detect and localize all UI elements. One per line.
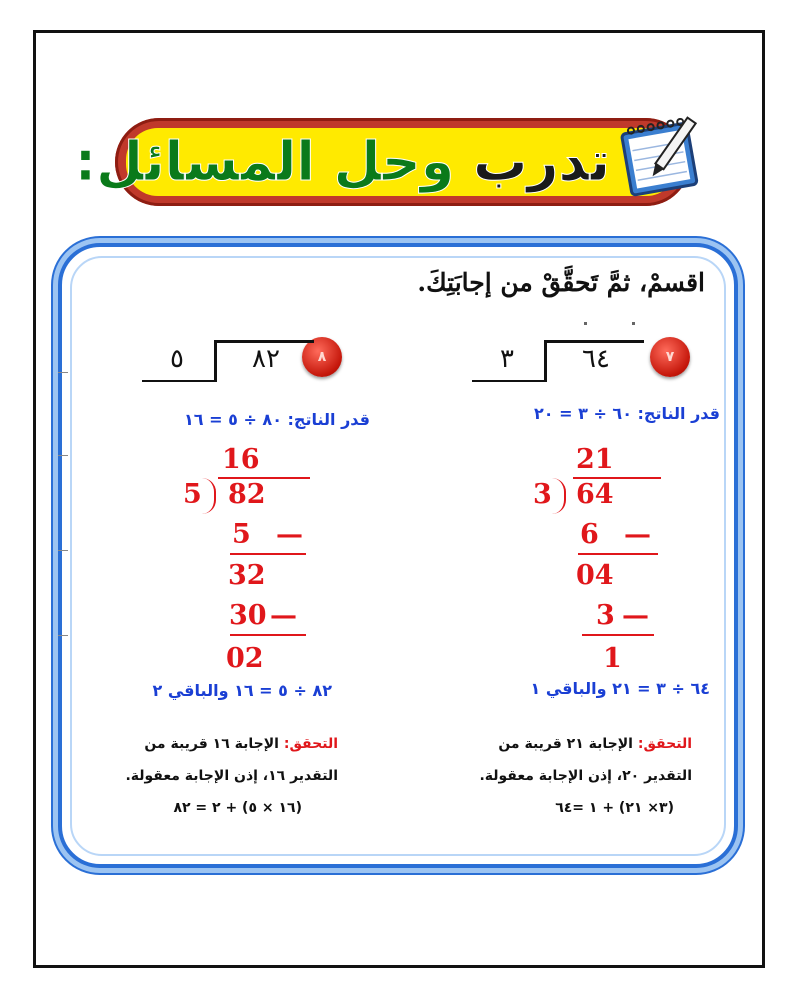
margin-mark bbox=[58, 372, 68, 373]
check-line-2: التقدير ٢٠، إذن الإجابة معقولة. bbox=[479, 768, 692, 784]
dividend: ٨٢ bbox=[252, 344, 280, 374]
sub-line-8b bbox=[230, 634, 306, 636]
minus-8a: — bbox=[276, 519, 303, 550]
divisor: ٣ bbox=[500, 344, 514, 374]
margin-mark bbox=[58, 455, 68, 456]
print-speck bbox=[632, 322, 635, 325]
divisor: ٥ bbox=[170, 344, 184, 374]
quotient-7: 21 bbox=[576, 444, 614, 475]
result-7: ٦٤ ÷ ٣ = ٢١ والباقي ١ bbox=[530, 679, 710, 698]
estimate-expression: ٦٠ ÷ ٣ = ٢٠ bbox=[534, 404, 632, 423]
margin-mark bbox=[58, 635, 68, 636]
division-bracket bbox=[544, 340, 547, 380]
quotient-8: 16 bbox=[222, 444, 260, 475]
division-underline bbox=[472, 380, 547, 382]
step2-8: 32 bbox=[228, 560, 266, 591]
estimate-label: قدر الناتج: bbox=[637, 404, 720, 423]
check-label: التحقق: bbox=[637, 736, 692, 752]
work-divisor-7: 3 bbox=[533, 479, 552, 510]
work-dividend-8: 82 bbox=[228, 479, 266, 510]
check-line-2: التقدير ١٦، إذن الإجابة معقولة. bbox=[125, 768, 338, 784]
print-speck bbox=[584, 322, 587, 325]
sub-line-7a bbox=[578, 553, 658, 555]
result-8: ٨٢ ÷ ٥ = ١٦ والباقي ٢ bbox=[152, 681, 332, 700]
step1-8: 5 bbox=[232, 519, 251, 550]
page-title bbox=[74, 124, 610, 200]
minus-7b: — bbox=[622, 600, 649, 631]
division-bar bbox=[214, 340, 314, 343]
margin-mark bbox=[58, 550, 68, 551]
work-dividend-7: 64 bbox=[576, 479, 614, 510]
problem-badge-8: ٨ bbox=[302, 337, 342, 377]
check-line-3: (١٦ × ٥) + ٢ = ٨٢ bbox=[173, 800, 302, 816]
division-bracket bbox=[214, 340, 217, 380]
check-line-3: (٣× ٢١) + ١ =٦٤ bbox=[555, 800, 674, 816]
step3-7: 3 bbox=[596, 600, 615, 631]
remainder-7: 1 bbox=[603, 643, 622, 674]
title-word-1: تدرب bbox=[473, 130, 610, 193]
check-7 bbox=[479, 728, 692, 824]
instruction-text: اقسمْ، ثمَّ تَحقَّقْ من إجابَتِكَ. bbox=[417, 268, 705, 297]
estimate-expression: ٨٠ ÷ ٥ = ١٦ bbox=[184, 410, 282, 429]
remainder-8: 02 bbox=[226, 643, 264, 674]
estimate-8 bbox=[184, 410, 370, 429]
step3-8: 30 bbox=[229, 600, 267, 631]
division-bar bbox=[544, 340, 644, 343]
problem-7-division bbox=[472, 340, 647, 384]
problem-8-division bbox=[142, 340, 317, 384]
step1-7: 6 bbox=[580, 519, 599, 550]
sub-line-7b bbox=[582, 634, 654, 636]
minus-7a: — bbox=[624, 519, 651, 550]
check-label: التحقق: bbox=[283, 736, 338, 752]
estimate-label: قدر الناتج: bbox=[287, 410, 370, 429]
title-word-2: وحل المسائل: bbox=[74, 130, 455, 193]
dividend: ٦٤ bbox=[582, 344, 610, 374]
check-line-1: الإجابة ١٦ قريبة من bbox=[144, 736, 279, 752]
sub-line-8a bbox=[230, 553, 306, 555]
work-divisor-8: 5 bbox=[183, 479, 202, 510]
division-underline bbox=[142, 380, 217, 382]
step2-7: 04 bbox=[576, 560, 614, 591]
notebook-pencil-icon bbox=[612, 112, 708, 202]
check-8 bbox=[125, 728, 338, 824]
problem-badge-7: ٧ bbox=[650, 337, 690, 377]
check-line-1: الإجابة ٢١ قريبة من bbox=[498, 736, 633, 752]
minus-8b: — bbox=[270, 600, 297, 631]
estimate-7 bbox=[534, 404, 720, 423]
